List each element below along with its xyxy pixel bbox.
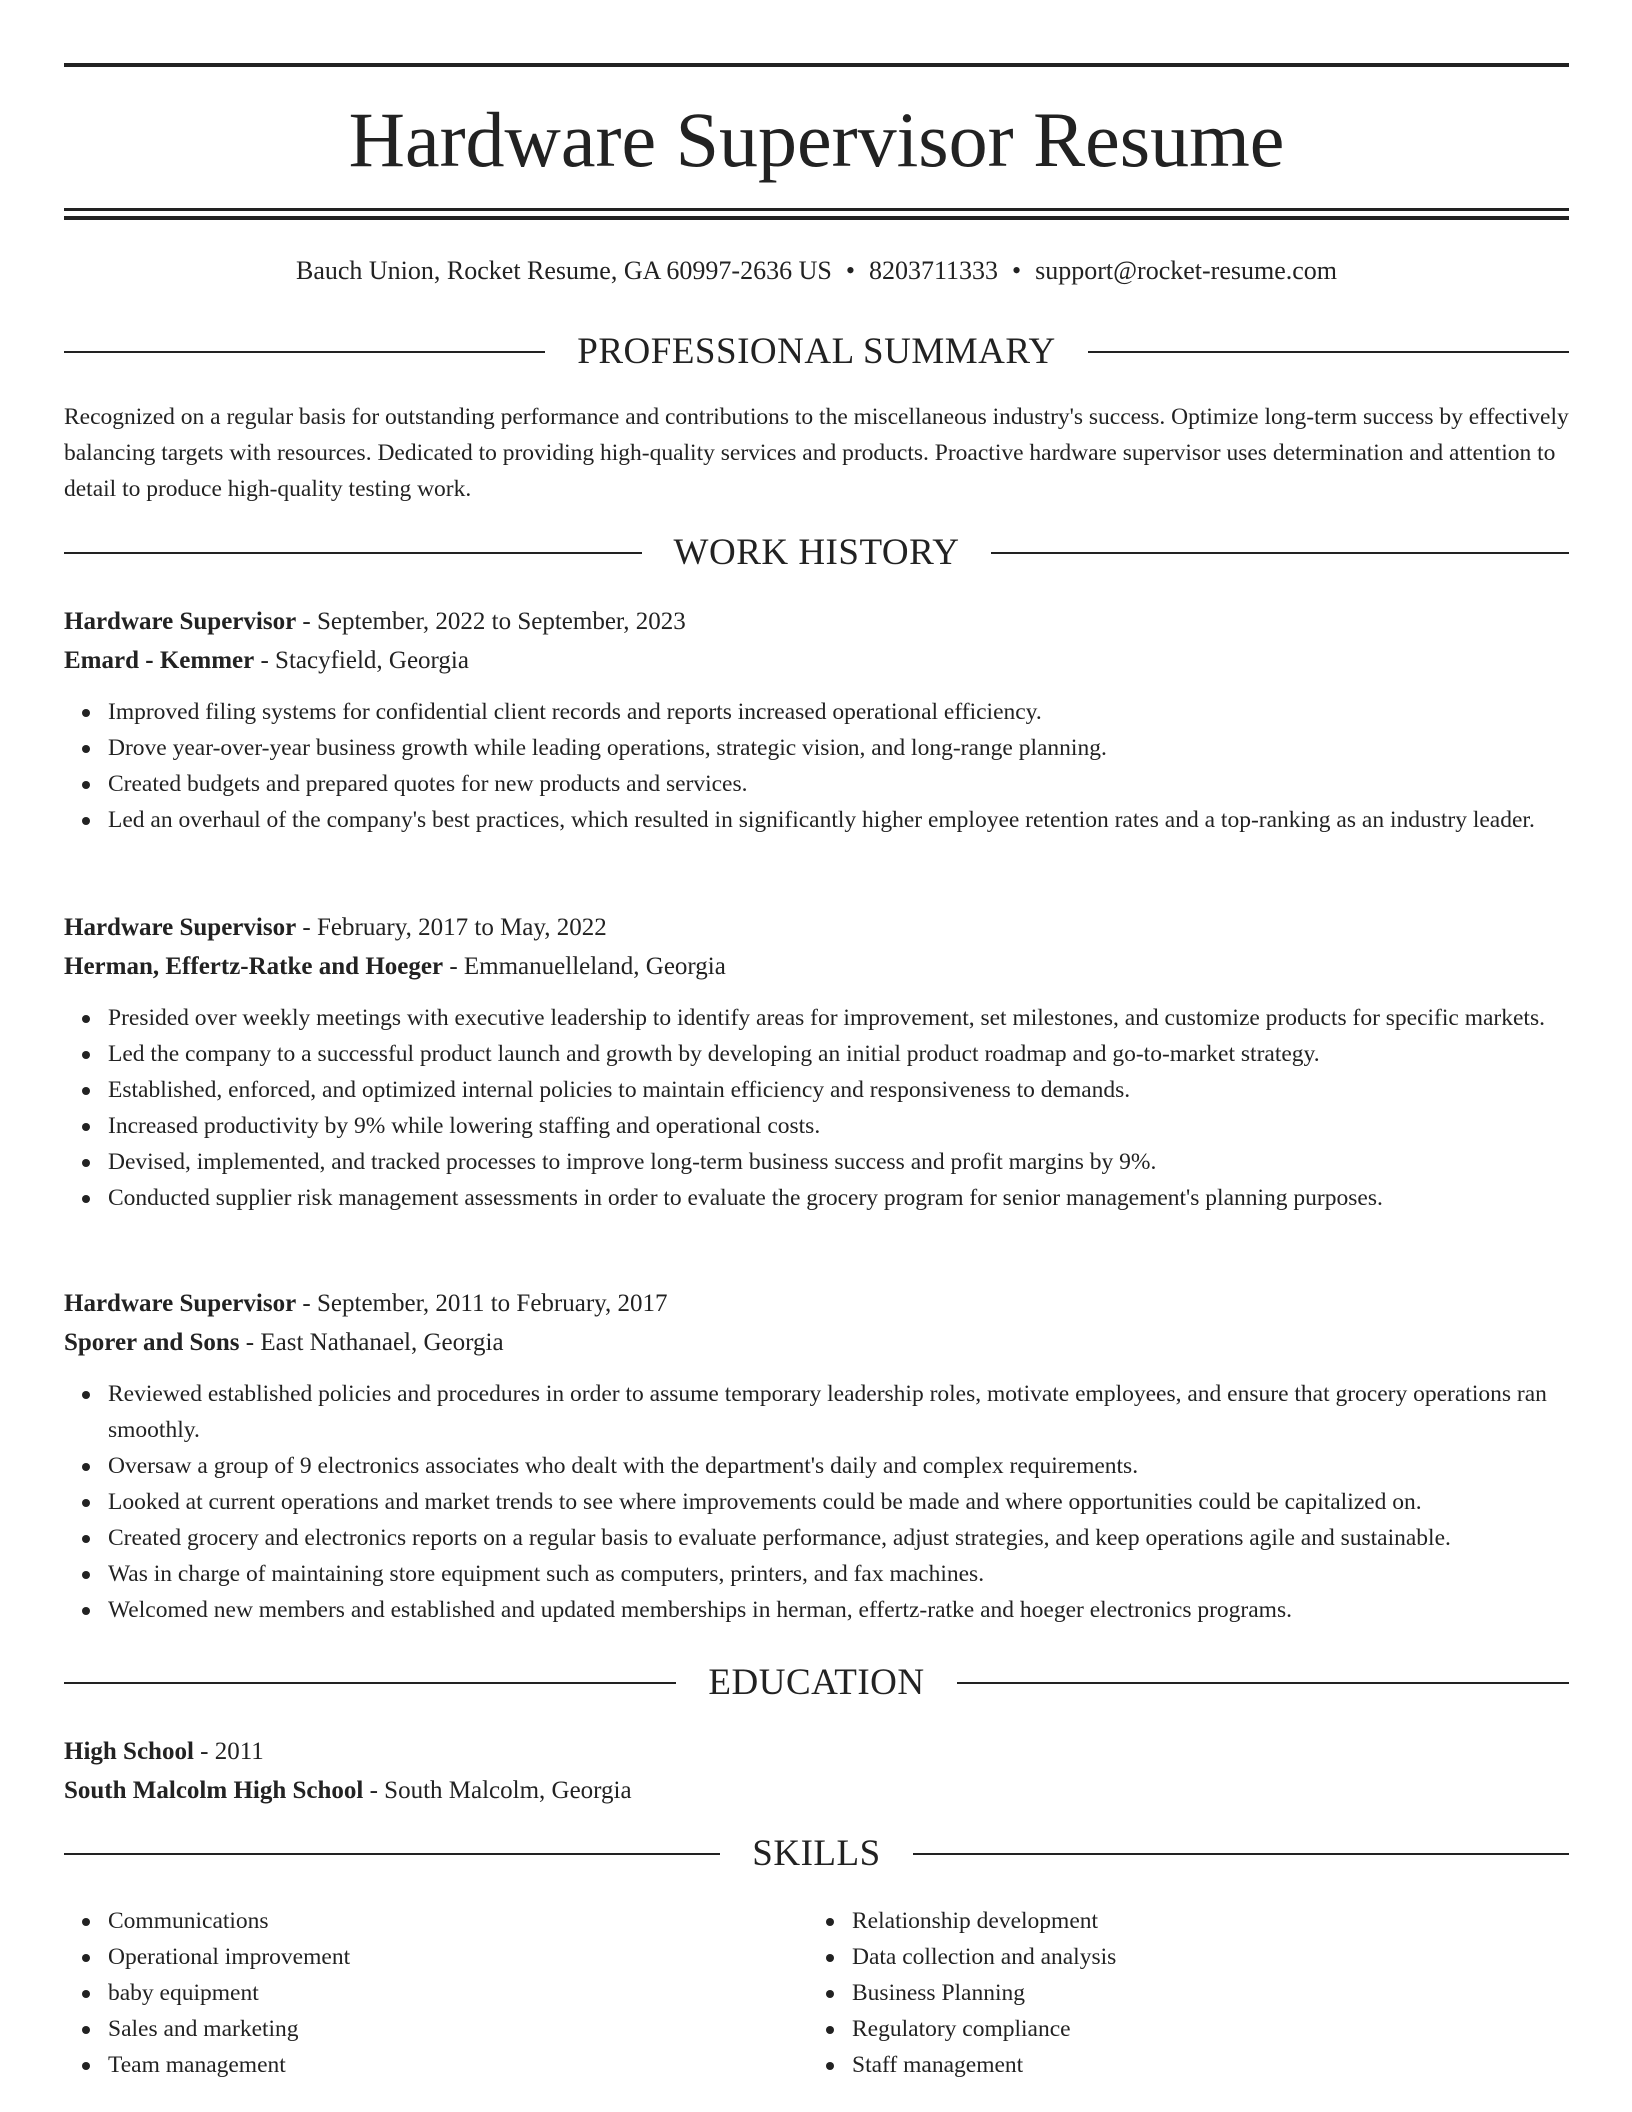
heading-rule	[64, 351, 545, 353]
heading-rule	[1088, 351, 1569, 353]
skill-item: Relationship development	[852, 1903, 1552, 1939]
job-bullets	[64, 1000, 1569, 1216]
section-title: SKILLS	[752, 1833, 881, 1874]
skill-item: Data collection and analysis	[852, 1939, 1552, 1975]
double-rule-upper	[64, 208, 1569, 211]
list-item: Welcomed new members and established and updated memberships in herman, effertz-ratke and hoeger electronics programs.	[108, 1592, 1569, 1628]
section-title: PROFESSIONAL SUMMARY	[577, 331, 1056, 372]
job-location: - Stacyfield, Georgia	[254, 647, 469, 674]
contact-email: support@rocket-resume.com	[1035, 256, 1338, 285]
job-title: Hardware Supervisor	[64, 914, 297, 941]
section-title: WORK HISTORY	[673, 532, 960, 573]
job-bullets	[64, 1376, 1569, 1628]
education-year: - 2011	[193, 1738, 264, 1765]
heading-rule	[913, 1853, 1569, 1855]
skill-item: Regulatory compliance	[852, 2011, 1552, 2047]
job-bullets	[64, 694, 1569, 838]
skill-item: Staff management	[852, 2047, 1552, 2083]
contact-line	[64, 254, 1569, 288]
skills-column-right	[808, 1903, 1552, 2083]
skill-item: Communications	[108, 1903, 808, 1939]
education-degree-line	[64, 1732, 1569, 1771]
skills-list	[64, 1903, 1569, 2083]
list-item: Looked at current operations and market trends to see where improvements could be made and where opportunities could be capitalized on.	[108, 1484, 1569, 1520]
heading-rule	[957, 1682, 1569, 1684]
heading-rule	[64, 1853, 720, 1855]
list-item: Established, enforced, and optimized internal policies to maintain efficiency and responsiveness to demands.	[108, 1072, 1569, 1108]
double-rule-lower	[64, 216, 1569, 220]
section-heading-work	[64, 531, 1569, 575]
skills-column-left	[64, 1903, 808, 2083]
job-company: Emard - Kemmer	[64, 647, 255, 674]
list-item: Led the company to a successful product launch and growth by developing an initial product roadmap and go-to-market strategy.	[108, 1036, 1569, 1072]
job-title-line	[64, 908, 1569, 947]
top-rule	[64, 63, 1569, 67]
contact-phone: 8203711333	[868, 256, 998, 285]
job-company-line	[64, 1323, 1569, 1362]
list-item: Conducted supplier risk management assessments in order to evaluate the grocery program for senior management's planning purposes.	[108, 1180, 1569, 1216]
heading-rule	[64, 1682, 676, 1684]
skill-item: Operational improvement	[108, 1939, 808, 1975]
job-entry	[64, 1284, 1569, 1628]
list-item: Improved filing systems for confidential client records and reports increased operational efficiency.	[108, 694, 1569, 730]
page-title: Hardware Supervisor Resume	[348, 96, 1285, 183]
list-item: Devised, implemented, and tracked processes to improve long-term business success and profit margins by 9%.	[108, 1144, 1569, 1180]
section-title: EDUCATION	[708, 1662, 925, 1703]
job-location: - Emmanuelleland, Georgia	[443, 953, 726, 980]
heading-rule	[64, 552, 642, 554]
job-title-line	[64, 1284, 1569, 1323]
education-school-line	[64, 1771, 1569, 1810]
skill-item: Business Planning	[852, 1975, 1552, 2011]
skill-item: baby equipment	[108, 1975, 808, 2011]
list-item: Drove year-over-year business growth while leading operations, strategic vision, and long-range planning.	[108, 730, 1569, 766]
section-heading-skills	[64, 1832, 1569, 1876]
job-company-line	[64, 947, 1569, 986]
contact-address: Bauch Union, Rocket Resume, GA 60997-2636 US	[295, 256, 832, 285]
section-heading-summary	[64, 330, 1569, 374]
skill-item: Sales and marketing	[108, 2011, 808, 2047]
job-company-line	[64, 641, 1569, 680]
job-company: Herman, Effertz-Ratke and Hoeger	[64, 953, 444, 980]
list-item: Increased productivity by 9% while lowering staffing and operational costs.	[108, 1108, 1569, 1144]
skill-item: Team management	[108, 2047, 808, 2083]
education-degree: High School	[64, 1738, 194, 1765]
job-title: Hardware Supervisor	[64, 608, 297, 635]
contact-separator: •	[1011, 256, 1022, 285]
section-heading-education	[64, 1661, 1569, 1705]
education-entry	[64, 1732, 1569, 1810]
list-item: Was in charge of maintaining store equipment such as computers, printers, and fax machines.	[108, 1556, 1569, 1592]
job-title: Hardware Supervisor	[64, 1290, 297, 1317]
list-item: Oversaw a group of 9 electronics associates who dealt with the department's daily and complex requirements.	[108, 1448, 1569, 1484]
list-item: Created grocery and electronics reports on a regular basis to evaluate performance, adjust strategies, and keep operations agile and sustainable.	[108, 1520, 1569, 1556]
job-dates: - February, 2017 to May, 2022	[296, 914, 607, 941]
summary-text: Recognized on a regular basis for outstanding performance and contributions to the miscellaneous industry's success. Optimize long-term success by effectively balancing targets with resources. Dedicated to providing high-quality services and products. Proactive hardware supervisor uses determination and attention to detail to produce high-quality testing work.	[64, 404, 1569, 502]
job-title-line	[64, 602, 1569, 641]
job-dates: - September, 2011 to February, 2017	[296, 1290, 668, 1317]
job-entry	[64, 602, 1569, 838]
education-location: - South Malcolm, Georgia	[363, 1777, 632, 1804]
heading-rule	[991, 552, 1569, 554]
education-school: South Malcolm High School	[64, 1777, 364, 1804]
job-location: - East Nathanael, Georgia	[239, 1329, 504, 1356]
job-entry	[64, 908, 1569, 1216]
job-company: Sporer and Sons	[64, 1329, 240, 1356]
list-item: Reviewed established policies and procedures in order to assume temporary leadership roles, motivate employees, and ensure that grocery operations ran smoothly.	[108, 1376, 1569, 1448]
contact-separator: •	[845, 256, 855, 285]
list-item: Created budgets and prepared quotes for new products and services.	[108, 766, 1569, 802]
job-dates: - September, 2022 to September, 2023	[296, 608, 686, 635]
list-item: Presided over weekly meetings with executive leadership to identify areas for improvement, set milestones, and customize products for specific markets.	[108, 1000, 1569, 1036]
list-item: Led an overhaul of the company's best practices, which resulted in significantly higher employee retention rates and a top-ranking as an industry leader.	[108, 802, 1569, 838]
